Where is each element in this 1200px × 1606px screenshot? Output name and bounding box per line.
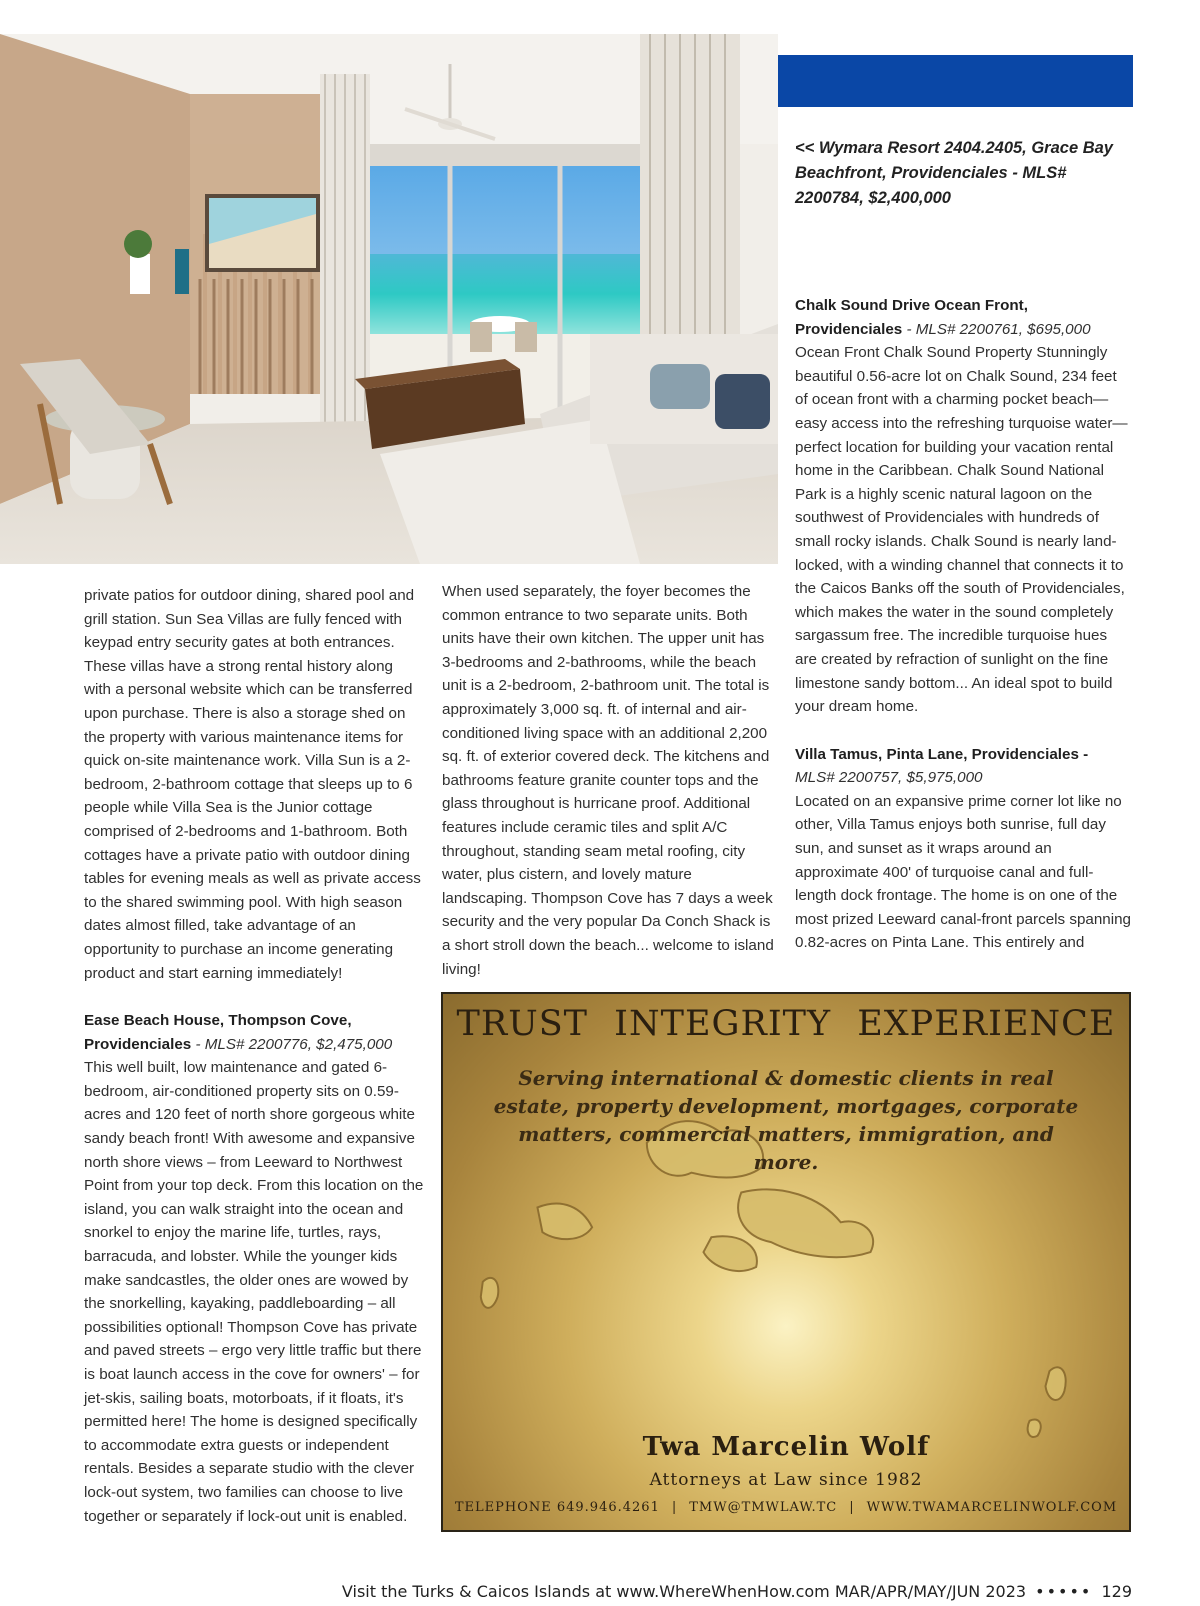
listing-body: Ocean Front Chalk Sound Property Stunningly beautiful 0.56-acre lot on Chalk Sound, 234 feet of ocean front with a charming pocket beach—easy access into the refreshing turquoise water—perfect location for building your vacation rental home in the Caribbean. Chalk Sound National Park is a highly scenic natural lagoon on the southwest of Providenciales with hundreds of small rocky islands. Chalk Sound is nearly land-locked, with a winding channel that connects it to the Caicos Banks off the south of Providenciales, which makes the water in the sound completely sargassum free. The incredible turquoise hues are created by refraction of sunlight on the fine limestone sandy bottom... An ideal spot to build your dream home.: [795, 344, 1128, 716]
page-footer: [342, 1582, 1132, 1601]
website-link[interactable]: WWW.TWAMARCELINWOLF.COM: [866, 1500, 1118, 1515]
photo-caption: << Wymara Resort 2404.2405, Grace Bay Beachfront, Providenciales - MLS# 2200784, $2,400,000: [795, 139, 1113, 207]
listing-villa-tamus: [795, 743, 1133, 955]
listing-body: Located on an expansive prime corner lot like no other, Villa Tamus enjoys both sunrise, full day sun, and sunset as it wraps around an approximate 400' of turquoise canal and full-length dock frontage. The home is on one of the most prized Leeward canal-front parcels spanning 0.82-acres on Pinta Lane. This entirely and: [795, 792, 1131, 952]
listing-ease-beach-house: [84, 1009, 424, 1528]
text-column-right: [795, 294, 1133, 955]
listing-title: Chalk Sound Drive Ocean Front, Providenciales: [795, 297, 1028, 338]
listing-mls: MLS# 2200757, $5,975,000: [795, 769, 983, 787]
firm-name: Twa Marcelin Wolf: [642, 1432, 930, 1462]
page-number: 129: [1101, 1582, 1132, 1601]
ad-tagline: Serving international & domestic clients in real estate, property development, mortgages, corporate matters, commercial matters, immigration, and more.: [493, 1066, 1079, 1174]
accent-blue-bar: [778, 55, 1133, 107]
listing-body: This well built, low maintenance and gated 6-bedroom, air-conditioned property sits on 0.59-acres and 120 feet of north shore gorgeous white sandy beach front! With awesome and expansive north shore views – from Leeward to Northwest Point from your top deck. From this location on the island, you can walk straight into the ocean and snorkel to enjoy the marine life, turtles, rays, barracuda, and lobster. While the younger kids make sandcastles, the older ones are wowed by the snorkelling, kayaking, paddleboarding – all possibilities optional! Thompson Cove has private and paved streets – ergo very little traffic but there is boat launch access in the cove for owners' – for jet-skis, sailing boats, motorboats, if it floats, it's permitted here! The home is designed specifically to accommodate extra guests or independent rentals. Besides a separate studio with the clever lock-out system, two families can choose to live together or separately if lock-out unit is enabled.: [84, 1059, 424, 1525]
footer-text: Visit the Turks & Caicos Islands at www.WhereWhenHow.com MAR/APR/MAY/JUN 2023: [341, 1582, 1027, 1601]
ease-beach-house-continued: When used separately, the foyer becomes the common entrance to two separate units. Both units have their own kitchen. The upper unit has 3-bedrooms and 2-bathrooms, while the beach unit is a 2-bedroom, 2-bathroom unit. The total is approximately 3,000 sq. ft. of internal and air-conditioned living space with an additional 2,200 sq. ft. of exterior covered deck. The kitchens and bathrooms feature granite counter tops and the glass throughout is hurricane proof. Additional features include ceramic tiles and split A/C throughout, standing seam metal roofing, city water, plus cistern, and lovely mature landscaping. Thompson Cove has 7 days a week security and the very popular Da Conch Shack is a short stroll down the beach... welcome to island living!: [442, 583, 774, 978]
sun-sea-villas-text: private patios for outdoor dining, shared pool and grill station. Sun Sea Villas are fully fenced with keypad entry security gates at both entrances. These villas have a strong rental history along with a personal website which can be transferred upon purchase. There is also a storage shed on the property with various maintenance items for quick on-site maintenance work. Villa Sun is a 2-bedroom, 2-bathroom cottage that sleeps up to 6 people while Villa Sea is the Junior cottage comprised of 2-bedrooms and 1-bathroom. Both cottages have a private patio with outdoor dining tables for evening meals as well as private access to the shared swimming pool. With high season dates almost filled, take advantage of an opportunity to purchase an income generating product and start earning immediately!: [84, 587, 421, 982]
living-room-illustration: [0, 34, 778, 564]
listing-chalk-sound: [795, 294, 1133, 719]
listing-title: Villa Tamus, Pinta Lane, Providenciales -: [795, 745, 1089, 763]
firm-subtitle: Attorneys at Law since 1982: [649, 1470, 923, 1490]
contact-line: TELEPHONE 649.946.4261 | TMW@TMWLAW.TC | WWW.TWAMARCELINWOLF.COM: [454, 1500, 1118, 1515]
email-link[interactable]: TMW@TMWLAW.TC: [689, 1500, 838, 1515]
footer-dots: •••••: [1035, 1582, 1093, 1601]
text-column-middle: [442, 580, 780, 981]
listing-mls: - MLS# 2200761, $695,000: [902, 320, 1091, 338]
telephone: TELEPHONE 649.946.4261: [454, 1500, 660, 1515]
text-column-left: [84, 584, 424, 1528]
ad-headline: TRUST INTEGRITY EXPERIENCE: [456, 1004, 1116, 1044]
law-firm-advertisement: [441, 992, 1131, 1532]
listing-mls: - MLS# 2200776, $2,475,000: [191, 1035, 393, 1053]
listing-title: Ease Beach House, Thompson Cove, Providenciales: [84, 1012, 352, 1053]
interior-photo: [0, 34, 778, 564]
